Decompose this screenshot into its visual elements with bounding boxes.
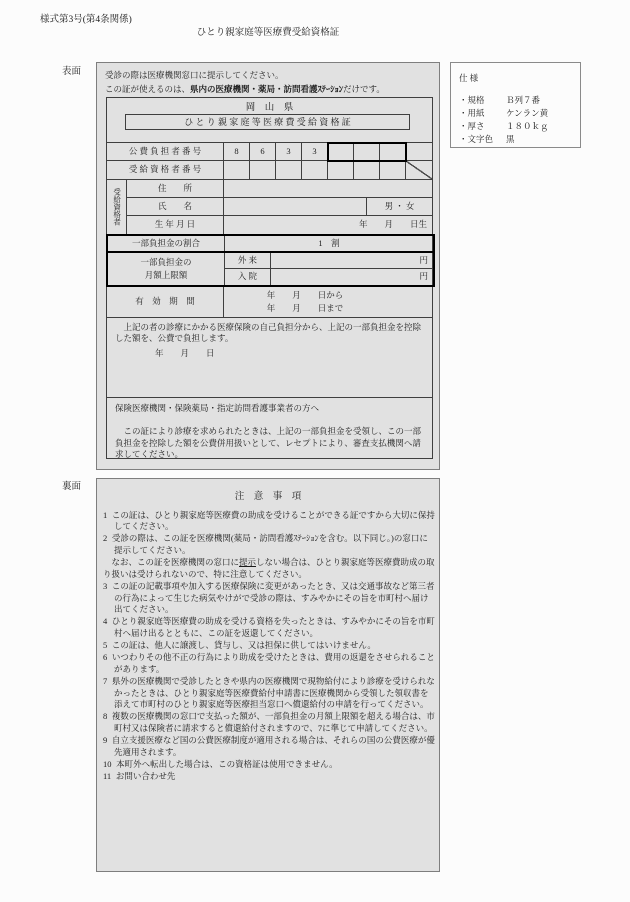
notes-list bbox=[103, 509, 435, 783]
note-item-11 bbox=[103, 771, 435, 783]
provider-notice-heading: 保険医療機関・保険薬局・指定訪問看護事業者の方へ bbox=[115, 403, 320, 413]
birthdate-value: 年 月 日生 bbox=[358, 219, 427, 230]
copay-cap-label-line2: 月額上限額 bbox=[144, 270, 188, 280]
note-text: いつわりその他不正の行為により助成を受けたときは、費用の返還をさせられることがあります。 bbox=[111, 652, 435, 674]
note-number: 6 bbox=[103, 652, 108, 663]
copay-cap-rows bbox=[106, 253, 435, 287]
spec-value: ケンラン黄 bbox=[506, 108, 549, 119]
certificate-title: ひ と り 親 家 庭 等 医 療 費 受 給 資 格 証 bbox=[125, 114, 410, 130]
validity-from: 年 月 日から bbox=[266, 290, 344, 300]
note-text: 自立支援医療など国の公費医療制度が適用される場合は、それらの国の公費医療が優先適用されます。 bbox=[111, 735, 435, 757]
spec-value: Ｂ列７番 bbox=[506, 95, 541, 106]
note-sub-post: しない場合は、ひとり親家庭等医療費助成の取り扱いは受けられないので、特に注意してください。 bbox=[103, 557, 435, 579]
front-notice-presentation: 受診の際は医療機関窓口に提示してください。 bbox=[105, 70, 284, 80]
spec-item-paper bbox=[459, 107, 580, 120]
recipient-group-label: 受給資格者 bbox=[107, 180, 127, 234]
back-card bbox=[96, 478, 440, 872]
note-item-2 bbox=[103, 533, 435, 556]
validity-label: 有 効 期 間 bbox=[107, 287, 224, 317]
name-label: 氏 名 bbox=[127, 198, 224, 216]
note-item-6 bbox=[103, 652, 435, 675]
diagonal-blank-cell bbox=[406, 161, 432, 179]
payer-row-spacer bbox=[406, 143, 432, 161]
note-text: この証は、他人に譲渡し、貸与し、又は担保に供してはいけません。 bbox=[111, 640, 376, 651]
copay-rate-row bbox=[106, 234, 435, 253]
recipient-blank-cell bbox=[276, 161, 302, 179]
note-number: 8 bbox=[103, 711, 108, 722]
recipient-blank-cell bbox=[302, 161, 328, 179]
validity-to: 年 月 日まで bbox=[266, 303, 344, 313]
front-notice-scope bbox=[105, 84, 385, 95]
spec-label: ・規格 bbox=[459, 95, 485, 106]
recipient-blank-cell bbox=[224, 161, 250, 179]
note-number: 10 bbox=[103, 759, 112, 769]
payer-number-label: 公 費 負 担 者 番 号 bbox=[107, 143, 224, 161]
copay-rate-label: 一部負担金の割合 bbox=[108, 236, 225, 251]
spec-value: 黒 bbox=[506, 134, 515, 145]
note-number: 2 bbox=[103, 533, 108, 544]
payer-blank-cell bbox=[354, 143, 380, 161]
name-value bbox=[224, 198, 366, 215]
certificate bbox=[106, 97, 433, 459]
recipient-blank-cell bbox=[250, 161, 276, 179]
recipient-number-label: 受 給 資 格 者 番 号 bbox=[107, 161, 224, 179]
inpatient-amount-yen: 円 bbox=[419, 271, 428, 282]
outpatient-amount-yen: 円 bbox=[271, 253, 433, 269]
copay-rate-value: 1 割 bbox=[318, 237, 340, 248]
payer-digit-cell: 3 bbox=[302, 143, 328, 161]
copay-cap-label-line1: 一部負担金の bbox=[140, 257, 192, 267]
copay-cap-label bbox=[108, 253, 225, 285]
address-label: 住 所 bbox=[127, 180, 224, 198]
note-text: 複数の医療機関の窓口で支払った額が、一部負担金の月額上限額を超える場合は、市町村又は保険者に請求すると償還給付されますので、7に準じて申請してください。 bbox=[111, 711, 435, 734]
note-number: 5 bbox=[103, 640, 108, 651]
validity-row bbox=[107, 287, 432, 317]
note-sub-pre: なお、この証を医療機関の窓口に bbox=[111, 557, 240, 568]
recipient-blank-cell bbox=[354, 161, 380, 179]
provider-notice bbox=[107, 397, 432, 464]
payer-digit-cell: 3 bbox=[276, 143, 302, 161]
spec-item-standard bbox=[459, 94, 580, 107]
person-info-grid bbox=[107, 179, 432, 234]
note-item-8 bbox=[103, 711, 435, 734]
note-number: 3 bbox=[103, 580, 108, 591]
validity-period bbox=[224, 287, 432, 317]
notes-title: 注 意 事 項 bbox=[234, 492, 302, 502]
name-value-row bbox=[224, 198, 432, 216]
payer-digit-cell: 8 bbox=[224, 143, 250, 161]
note-item-4 bbox=[103, 616, 435, 639]
note-item-2-sub bbox=[103, 557, 435, 580]
note-number: 1 bbox=[103, 509, 108, 520]
note-number: 4 bbox=[103, 616, 108, 627]
note-text: この証の記載事項や加入する医療保険に変更があったとき、又は交通事故など第三者の行為によって生じた病気やけがで受診の際は、すみやかにその旨を市町村へ届け出てください。 bbox=[111, 580, 435, 615]
issue-date-line: 年 月 日 bbox=[155, 347, 215, 358]
back-side-label: 裏面 bbox=[62, 482, 82, 492]
payer-blank-cell bbox=[328, 143, 354, 161]
note-text: この証は、ひとり親家庭等医療費の助成を受けることができる証ですから大切に保持してください。 bbox=[111, 509, 435, 532]
note-item-9 bbox=[103, 735, 435, 758]
notice-scope-pre: この証が使えるのは、 bbox=[105, 84, 191, 94]
note-number: 7 bbox=[103, 676, 108, 687]
birthdate-label: 生 年 月 日 bbox=[127, 216, 224, 234]
front-card bbox=[96, 62, 440, 470]
spec-title: 仕 様 bbox=[459, 73, 479, 83]
note-item-7 bbox=[103, 676, 435, 711]
underlined-word: 提示 bbox=[239, 557, 257, 568]
payer-blank-cell bbox=[380, 143, 406, 161]
form-number-label: 様式第3号(第4条関係) bbox=[40, 15, 132, 25]
notice-scope-post: だけです。 bbox=[343, 84, 385, 94]
note-text: お問い合わせ先 bbox=[115, 771, 176, 782]
address-value bbox=[224, 180, 432, 198]
payer-digit-cell: 6 bbox=[250, 143, 276, 161]
number-grid bbox=[107, 142, 432, 179]
note-item-1 bbox=[103, 510, 435, 533]
spec-label: ・文字色 bbox=[459, 134, 494, 145]
note-text: 県外の医療機関で受診したときや県内の医療機関で現物給付により診療を受けられなかったときは、ひとり親家庭等医療費給付申請書に医療機関から受領した領収書を添えて市町村のひとり親家庭等医療担当窓口へ償還給付の申請を行ってください。 bbox=[111, 676, 435, 710]
public-funding-statement bbox=[107, 317, 432, 397]
note-number: 9 bbox=[103, 735, 108, 746]
note-item-3 bbox=[103, 581, 435, 616]
note-text: ひとり親家庭等医療費の助成を受ける資格を失ったときは、すみやかにその旨を市町村へ届け出るとともに、この証を返還してください。 bbox=[111, 616, 435, 638]
inpatient-label: 入 院 bbox=[225, 269, 271, 285]
provider-notice-text: この証により診療を求められたときは、上記の一部負担金を受領し、この一部負担金を控除した額を公費併用扱いとして、レセプトにより、審査支払機関へ請求してください。 bbox=[115, 426, 422, 460]
note-text: 受診の際は、この証を医療機関(薬局・訪問看護ｽﾃｰｼｮﾝを含む。以下同じ。)の窓口に提示してください。 bbox=[111, 533, 428, 555]
spec-label: ・厚さ bbox=[459, 121, 485, 132]
spec-label: ・用紙 bbox=[459, 108, 485, 119]
outpatient-label: 外 来 bbox=[225, 253, 271, 269]
statement-text: 上記の者の診療にかかる医療保険の自己負担分から、上記の一部負担金を控除した額を、公費で負担します。 bbox=[115, 322, 422, 344]
sex-options: 男 ・ 女 bbox=[366, 198, 432, 215]
note-item-10 bbox=[103, 759, 435, 771]
spec-box bbox=[450, 62, 581, 148]
spec-item-thickness bbox=[459, 120, 580, 133]
document-title: ひとり親家庭等医療費受給資格証 bbox=[196, 28, 340, 38]
recipient-blank-cell bbox=[328, 161, 354, 179]
prefecture-name: 岡 山 県 bbox=[245, 103, 294, 113]
spec-item-text-color bbox=[459, 133, 580, 146]
note-text: 本町外へ転出した場合は、この資格証は使用できません。 bbox=[116, 759, 338, 769]
front-side-label: 表面 bbox=[62, 67, 82, 77]
spec-value: １８０ｋｇ bbox=[506, 121, 549, 132]
recipient-blank-cell bbox=[380, 161, 406, 179]
notice-scope-bold: 県内の医療機関・薬局・訪問看護ｽﾃｰｼｮﾝ bbox=[190, 84, 344, 94]
note-item-5 bbox=[103, 640, 435, 652]
note-number: 11 bbox=[103, 771, 112, 782]
